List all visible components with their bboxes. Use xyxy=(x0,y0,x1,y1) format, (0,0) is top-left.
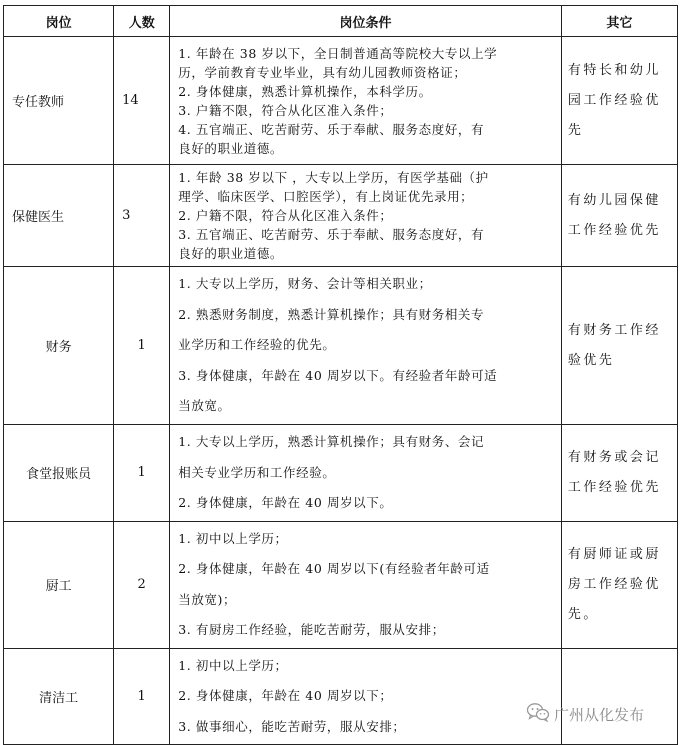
table-row xyxy=(4,425,678,522)
other-cell xyxy=(561,521,677,648)
condition-line: 1. 初中以上学历； xyxy=(178,530,288,546)
other-line: 工作经验优先 xyxy=(567,479,661,495)
condition-line: 良好的职业道德。 xyxy=(178,246,284,261)
condition-line: 历，学前教育专业毕业，具有幼儿园教师资格证； xyxy=(178,64,467,80)
condition-line: 3. 五官端正、吃苦耐劳、乐于奉献、服务态度好，有 xyxy=(178,227,485,242)
other-cell xyxy=(561,425,677,522)
condition-line: 4. 五官端正、吃苦耐劳、乐于奉献、服务态度好，有 xyxy=(178,121,485,137)
condition-line: 1. 大专以上学历，财务、会计等相关职业； xyxy=(178,276,432,292)
condition-line: 3. 身体健康，年龄在 40 周岁以下。有经验者年龄可适 xyxy=(178,367,498,383)
condition-line: 理学、临床医学、口腔医学），有上岗证优先录用； xyxy=(178,189,474,204)
condition-line: 1. 年龄 38 岁以下 ，大专以上学历，有医学基础（护 xyxy=(178,170,489,185)
condition-line: 业学历和工作经验的优先。 xyxy=(178,337,336,353)
position-cell: 厨工 xyxy=(4,521,114,648)
condition-line: 2. 户籍不限，符合从化区准入条件； xyxy=(178,208,393,223)
condition-line: 当放宽。 xyxy=(178,398,231,414)
position-cell: 财务 xyxy=(4,267,114,425)
conditions-cell xyxy=(170,267,562,425)
other-cell xyxy=(561,37,677,165)
position-cell: 食堂报账员 xyxy=(4,425,114,522)
other-line: 验优先 xyxy=(567,352,615,368)
other-line: 有厨师证或厨 xyxy=(567,546,661,562)
table-row xyxy=(4,521,678,648)
table-row xyxy=(4,267,678,425)
other-line: 有财务工作经 xyxy=(567,322,661,338)
condition-line: 1. 年龄在 38 岁以下，全日制普通高等院校大专以上学 xyxy=(178,45,498,61)
condition-line: 1. 初中以上学历； xyxy=(178,657,288,673)
condition-line: 2. 身体健康，年龄在 40 周岁以下(有经验者年龄可适 xyxy=(178,561,490,576)
count-cell: 3 xyxy=(114,165,170,267)
count-cell: 1 xyxy=(114,425,170,522)
condition-line: 3. 做事细心，能吃苦耐劳，服从安排； xyxy=(178,718,406,734)
condition-line: 2. 身体健康，熟悉计算机操作，本科学历。 xyxy=(178,83,432,99)
condition-line: 良好的职业道德。 xyxy=(178,140,284,156)
table-row xyxy=(4,165,678,267)
other-line: 有财务或会记 xyxy=(567,449,661,465)
header-other: 其它 xyxy=(561,6,677,37)
other-line: 工作经验优先 xyxy=(567,222,661,238)
condition-line: 2. 身体健康，年龄在 40 周岁以下； xyxy=(178,688,393,703)
conditions-cell xyxy=(170,165,562,267)
condition-line: 相关专业学历和工作经验。 xyxy=(178,464,336,480)
header-conditions: 岗位条件 xyxy=(170,6,562,37)
conditions-cell xyxy=(170,521,562,648)
other-cell xyxy=(561,165,677,267)
condition-line: 2. 熟悉财务制度，熟悉计算机操作；具有财务相关专 xyxy=(178,306,485,322)
table-row xyxy=(4,648,678,745)
conditions-cell xyxy=(170,648,562,745)
position-cell: 清洁工 xyxy=(4,648,114,745)
condition-line: 当放宽)； xyxy=(178,591,237,607)
condition-line: 3. 户籍不限，符合从化区准入条件； xyxy=(178,102,393,118)
position-cell: 专任教师 xyxy=(4,37,114,165)
header-count: 人数 xyxy=(114,6,170,37)
recruitment-table xyxy=(3,5,678,745)
count-cell: 14 xyxy=(114,37,170,165)
condition-line: 3. 有厨房工作经验，能吃苦耐劳，服从安排； xyxy=(178,622,445,637)
other-line: 有特长和幼儿 xyxy=(567,62,661,78)
count-cell: 1 xyxy=(114,267,170,425)
count-cell: 1 xyxy=(114,648,170,745)
position-cell: 保健医生 xyxy=(4,165,114,267)
watermark xyxy=(526,702,644,726)
header-position: 岗位 xyxy=(4,6,114,37)
table-row xyxy=(4,37,678,165)
header-row xyxy=(4,6,678,37)
other-line: 有幼儿园保健 xyxy=(567,192,661,208)
condition-line: 2. 身体健康，年龄在 40 周岁以下。 xyxy=(178,495,393,510)
count-cell: 2 xyxy=(114,521,170,648)
watermark-text: 广州从化发布 xyxy=(554,705,645,724)
condition-line: 1. 大专以上学历，熟悉计算机操作；具有财务、会记 xyxy=(178,434,485,449)
other-line: 房工作经验优 xyxy=(567,576,661,592)
conditions-cell xyxy=(170,37,562,165)
other-cell xyxy=(561,648,677,745)
other-line: 先 xyxy=(567,122,584,138)
conditions-cell xyxy=(170,425,562,522)
wechat-icon xyxy=(526,702,550,726)
other-cell xyxy=(561,267,677,425)
other-line: 园工作经验优 xyxy=(567,92,661,108)
other-line: 先。 xyxy=(567,606,599,622)
